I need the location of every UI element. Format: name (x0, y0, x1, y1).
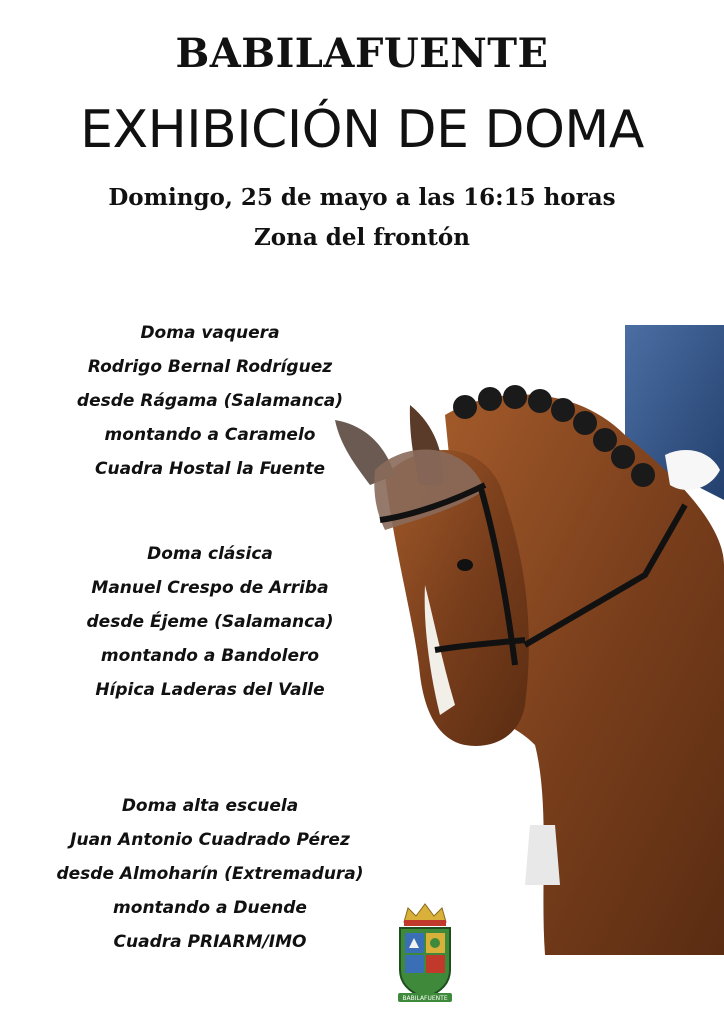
discipline: Doma clásica (147, 544, 273, 564)
horse-name: montando a Duende (113, 898, 307, 918)
rider-block (40, 316, 380, 486)
rider-name: Rodrigo Bernal Rodríguez (87, 357, 333, 377)
discipline: Doma vaquera (140, 323, 280, 343)
stable-name: Cuadra PRIARM/IMO (113, 932, 307, 952)
crest-banner-text: BABILAFUENTE (402, 995, 448, 1002)
rider-name: Manuel Crespo de Arriba (91, 578, 329, 598)
horse-name: montando a Bandolero (100, 646, 320, 666)
event-date: Domingo, 25 de mayo a las 16:15 horas (108, 184, 616, 211)
stable-name: Hípica Laderas del Valle (95, 680, 325, 700)
rider-block (40, 537, 380, 707)
rider-origin: desde Rágama (Salamanca) (76, 391, 344, 411)
stable-name: Cuadra Hostal la Fuente (95, 459, 325, 479)
horse-photo (325, 325, 724, 955)
event-place: Zona del frontón (254, 224, 470, 251)
rider-name: Juan Antonio Cuadrado Pérez (70, 830, 350, 850)
rider-block (40, 789, 380, 959)
rider-origin: desde Éjeme (Salamanca) (86, 612, 334, 632)
coat-of-arms-icon (396, 900, 454, 1004)
discipline: Doma alta escuela (121, 796, 299, 816)
event-title: EXHIBICIÓN DE DOMA (80, 100, 644, 160)
horse-name: montando a Caramelo (104, 425, 316, 445)
town-title: BABILAFUENTE (175, 30, 549, 77)
rider-origin: desde Almoharín (Extremadura) (56, 864, 364, 884)
